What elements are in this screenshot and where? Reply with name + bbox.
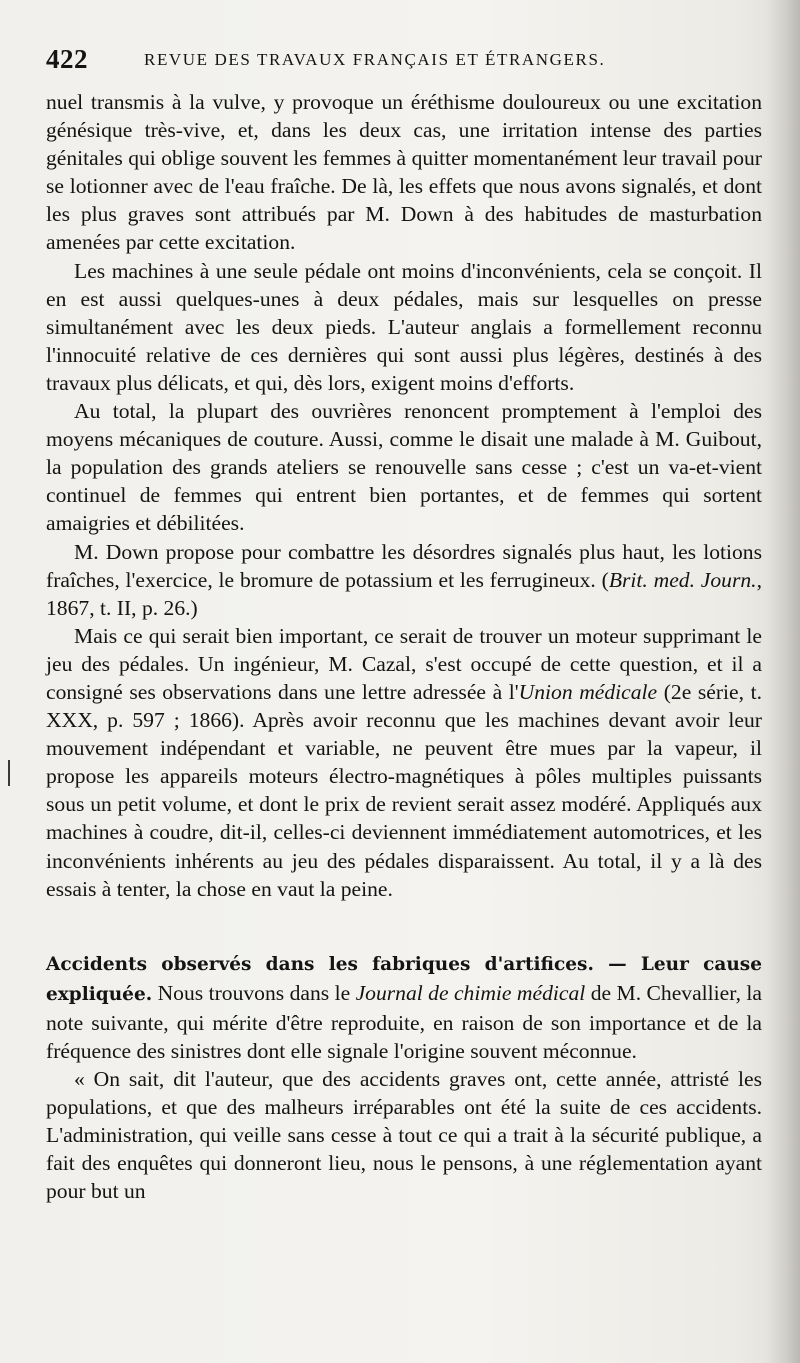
page-edge-shadow xyxy=(766,0,800,1363)
paragraph-1: nuel transmis à la vulve, y provoque un éréthisme douloureux ou une excitation génésique très-vive, et, dans les deux cas, une irritation intense des parties génitales qui oblige souvent les femmes à quitter momentanément leur travail pour se lotionner avec de l'eau fraîche. De là, les effets que nous avons signalés, et dont les plus graves sont attribués par M. Down à des habitudes de masturbation amenées par cette excitation. xyxy=(46,90,762,255)
page-number: 422 xyxy=(46,44,88,74)
body-text xyxy=(46,88,762,1206)
citation-journal-chimie: Journal de chimie médical xyxy=(355,980,586,1005)
paragraph-4-text: M. Down propose pour combattre les désordres signalés plus haut, les lotions fraîches, l'exercice, le bromure de potassium et les ferrugineux. ( xyxy=(46,539,762,592)
paragraph-3: Au total, la plupart des ouvrières renoncent promptement à l'emploi des moyens mécaniques de couture. Aussi, comme le disait une malade à M. Guibout, la population des grands ateliers se renouvelle sans cesse ; c'est un va-et-vient continuel de femmes qui entrent bien portantes, et de femmes qui sortent amaigries et débilitées. xyxy=(46,399,762,536)
quote-paragraph: « On sait, dit l'auteur, que des accidents graves ont, cette année, attristé les populations, et que des malheurs irréparables ont été la suite de ces accidents. L'administration, qui veille sans cesse à tout ce qui a trait à la sécurité publique, a fait des enquêtes qui donneront lieu, nous le pensons, à une réglementation ayant pour but un xyxy=(46,1067,762,1204)
paragraph-5-rest: (2e série, t. XXX, p. 597 ; 1866). Après avoir reconnu que les machines devant avoir leur mouvement indépendant et variable, ne peuvent être mues par la vapeur, il propose les appareils moteurs électro-magnétiques à pôles multiples puissants sous un petit volume, et dont le prix de revient serait assez modéré. Appliqués aux machines à coudre, dit-il, celles-ci deviennent immédiatement automotrices, et les inconvénients inhérents au jeu des pédales disparaissent. Au total, il y a là des essais à tenter, la chose en vaut la peine. xyxy=(46,679,762,901)
section-intro-text: Nous trouvons dans le xyxy=(152,980,356,1005)
paragraph-4-reference: , 1867, t. II, p. 26.) xyxy=(46,567,762,620)
paragraph-5-text: Mais ce qui serait bien important, ce serait de trouver un moteur supprimant le jeu des pédales. Un ingénieur, M. Cazal, s'est occupé de cette question, et il a consigné ses observations dans une lettre adressée à l' xyxy=(46,623,762,704)
running-title: REVUE DES TRAVAUX FRANÇAIS ET ÉTRANGERS. xyxy=(144,50,606,69)
margin-mark xyxy=(8,760,10,786)
section-heading: Accidents observés dans les fabriques d'artifices. — Leur cause expliquée. xyxy=(46,953,762,1005)
citation-union-medicale: Union médicale xyxy=(518,679,658,704)
page-header xyxy=(46,44,746,76)
paragraph-2: Les machines à une seule pédale ont moins d'inconvénients, cela se conçoit. Il en est aussi quelques-unes à deux pédales, mais sur lesquelles on presse simultanément avec les deux pieds. L'auteur anglais a formellement reconnu l'innocuité relative de ces dernières qui sont aussi plus légères, destinés à des travaux plus délicats, et qui, dès lors, exigent moins d'efforts. xyxy=(46,258,762,395)
section-spacer xyxy=(46,903,762,949)
paragraph-5 xyxy=(46,622,762,903)
section-paragraph xyxy=(46,949,762,1065)
section-intro-rest: de M. Chevallier, la note suivante, qui mérite d'être reproduite, en raison de son importance et de la fréquence des sinistres dont elle signale l'origine souvent méconnue. xyxy=(46,980,762,1063)
citation-brit-med-journ: Brit. med. Journ. xyxy=(608,567,757,592)
paragraph-4 xyxy=(46,538,762,622)
